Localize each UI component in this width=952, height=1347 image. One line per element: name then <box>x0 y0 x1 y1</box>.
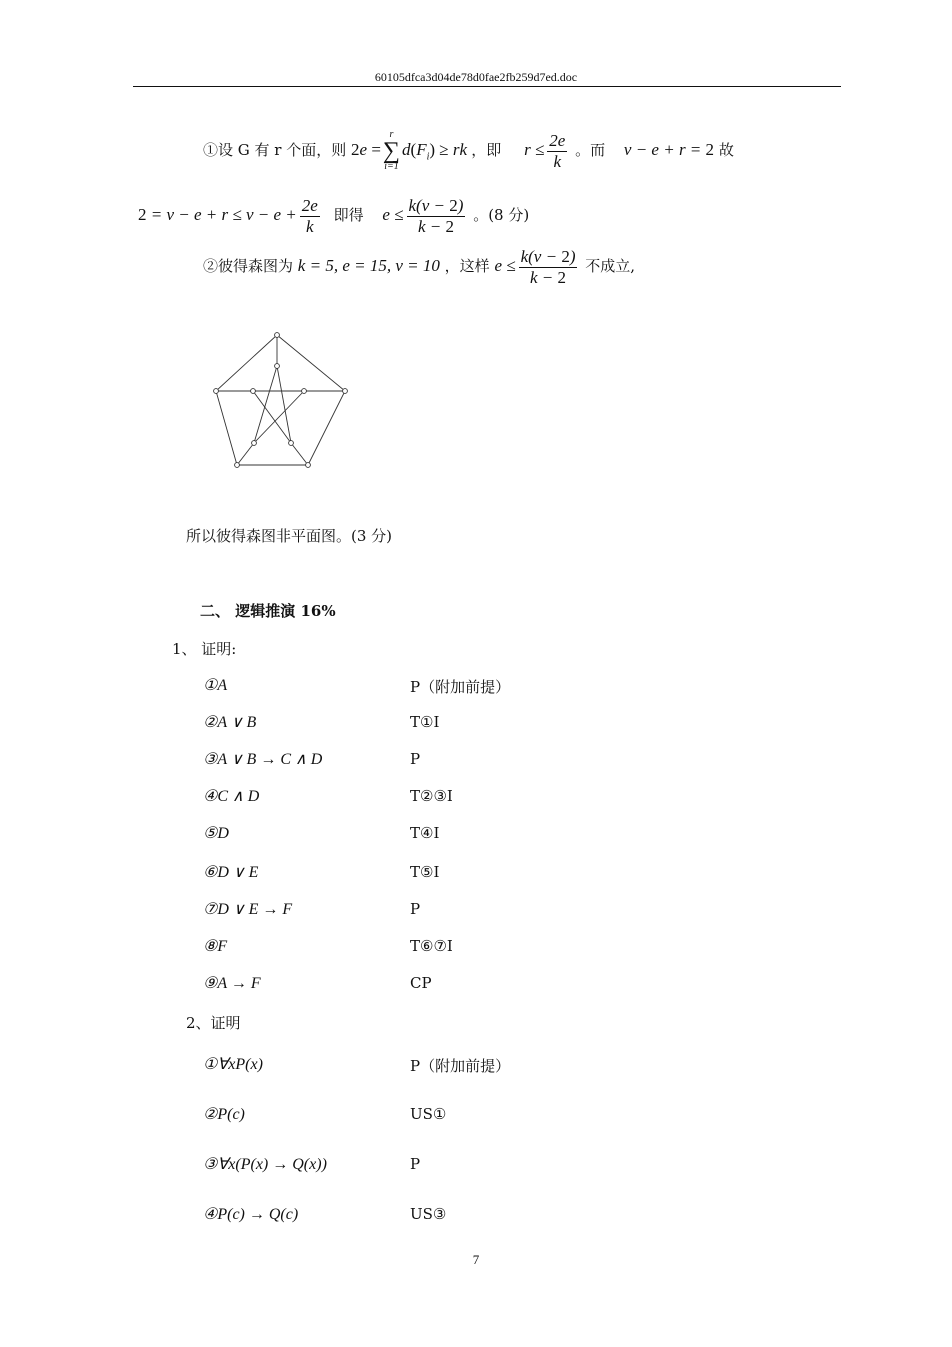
proof-1-step-formula: ③A ∨ B → C ∧ D <box>203 751 323 768</box>
proof-1-step-reason: T④I <box>410 824 440 842</box>
graph-vertex <box>251 389 256 394</box>
proof-2-step-formula: ①∀xP(x) <box>203 1056 263 1073</box>
proof-1-step-reason: T①I <box>410 713 440 731</box>
proof-1-step-reason: P <box>410 750 421 768</box>
proof-2-title: 2、证明 <box>186 1014 241 1032</box>
formula-line-3 <box>203 243 635 289</box>
proof-1-step-formula: ⑨A → F <box>203 975 261 992</box>
line1-mid: ，即 <box>471 141 502 159</box>
graph-vertex <box>214 389 219 394</box>
proof-1-step-reason: T⑤I <box>410 863 440 881</box>
proof-2-step-reason: P（附加前提） <box>410 1057 511 1075</box>
proof-1-step-formula: ⑦D ∨ E → F <box>203 901 293 918</box>
edge-bound-check: e ≤ $\frac{k(v - 2)}{k - 2}$ <box>494 246 576 287</box>
graph-vertex <box>306 463 311 468</box>
graph-vertex <box>289 441 294 446</box>
formula-line-1 <box>203 128 734 179</box>
graph-vertex <box>252 441 257 446</box>
line3-mid: ，这样 <box>444 257 490 275</box>
document-filename: 60105dfca3d04de78d0fae2fb259d7ed.doc <box>374 70 578 84</box>
line1-and: 。而 <box>575 141 606 159</box>
proof-2-step-formula: ②P(c) <box>203 1106 245 1123</box>
proof-1-step-formula: ⑥D ∨ E <box>203 864 259 881</box>
proof-2-step-reason: US① <box>410 1105 447 1123</box>
euler-formula: v − e + r = 2 <box>623 140 715 159</box>
proof-2-step-reason: US③ <box>410 1205 447 1223</box>
proof-1-title: 1、 证明: <box>172 640 237 658</box>
graph-vertex <box>302 389 307 394</box>
face-bound: r ≤ $\frac{2e}{k}$ <box>524 130 566 171</box>
proof-1-step-formula: ⑤D <box>203 825 229 842</box>
page-number: 7 <box>472 1252 480 1267</box>
face-degree-sum: 2e = r ∑ i=1 $d(F_i)$ ≥ rk <box>351 129 468 173</box>
line2-score: 。(8 分) <box>473 206 530 224</box>
line2-then: 即得 <box>333 206 364 224</box>
line1-so: 故 <box>718 141 734 159</box>
graph-vertex <box>343 389 348 394</box>
proof-1-step-reason: P（附加前提） <box>410 678 511 696</box>
petersen-graph-figure <box>206 326 366 476</box>
proof-1-step-reason: P <box>410 900 421 918</box>
euler-inequality: 2 = v − e + r ≤ v − e + $\frac{2e}{k}$ <box>138 195 318 236</box>
proof-1-step-formula: ①A <box>203 677 228 694</box>
petersen-values: k = 5, e = 15, v = 10 <box>297 256 440 275</box>
line3-suffix: 不成立, <box>585 257 636 275</box>
proof-1-step-formula: ⑧F <box>203 938 228 955</box>
proof-2-step-formula: ③∀x(P(x) → Q(x)) <box>203 1156 327 1173</box>
proof-2-step-formula: ④P(c) → Q(c) <box>203 1206 299 1223</box>
proof-1-step-formula: ②A ∨ B <box>203 714 257 731</box>
section-heading: 二、 逻辑推演 16% <box>200 602 336 620</box>
line3-prefix: ②彼得森图为 <box>203 257 294 275</box>
proof-1-step-formula: ④C ∧ D <box>203 788 260 805</box>
graph-vertex <box>235 463 240 468</box>
proof-2-step-reason: P <box>410 1155 421 1173</box>
proof-1-step-reason: CP <box>410 974 432 992</box>
graph-vertex <box>275 364 280 369</box>
proof-1-step-reason: T⑥⑦I <box>410 937 453 955</box>
graph-vertex <box>275 333 280 338</box>
proof-1-step-reason: T②③I <box>410 787 453 805</box>
edge-bound: e ≤ $\frac{k(v - 2)}{k - 2}$ <box>382 195 464 236</box>
formula-line-2 <box>138 192 529 238</box>
conclusion-text: 所以彼得森图非平面图。(3 分) <box>186 527 393 545</box>
header-rule <box>133 86 841 87</box>
line1-prefix: ①设 G 有 r 个面，则 <box>203 141 347 159</box>
